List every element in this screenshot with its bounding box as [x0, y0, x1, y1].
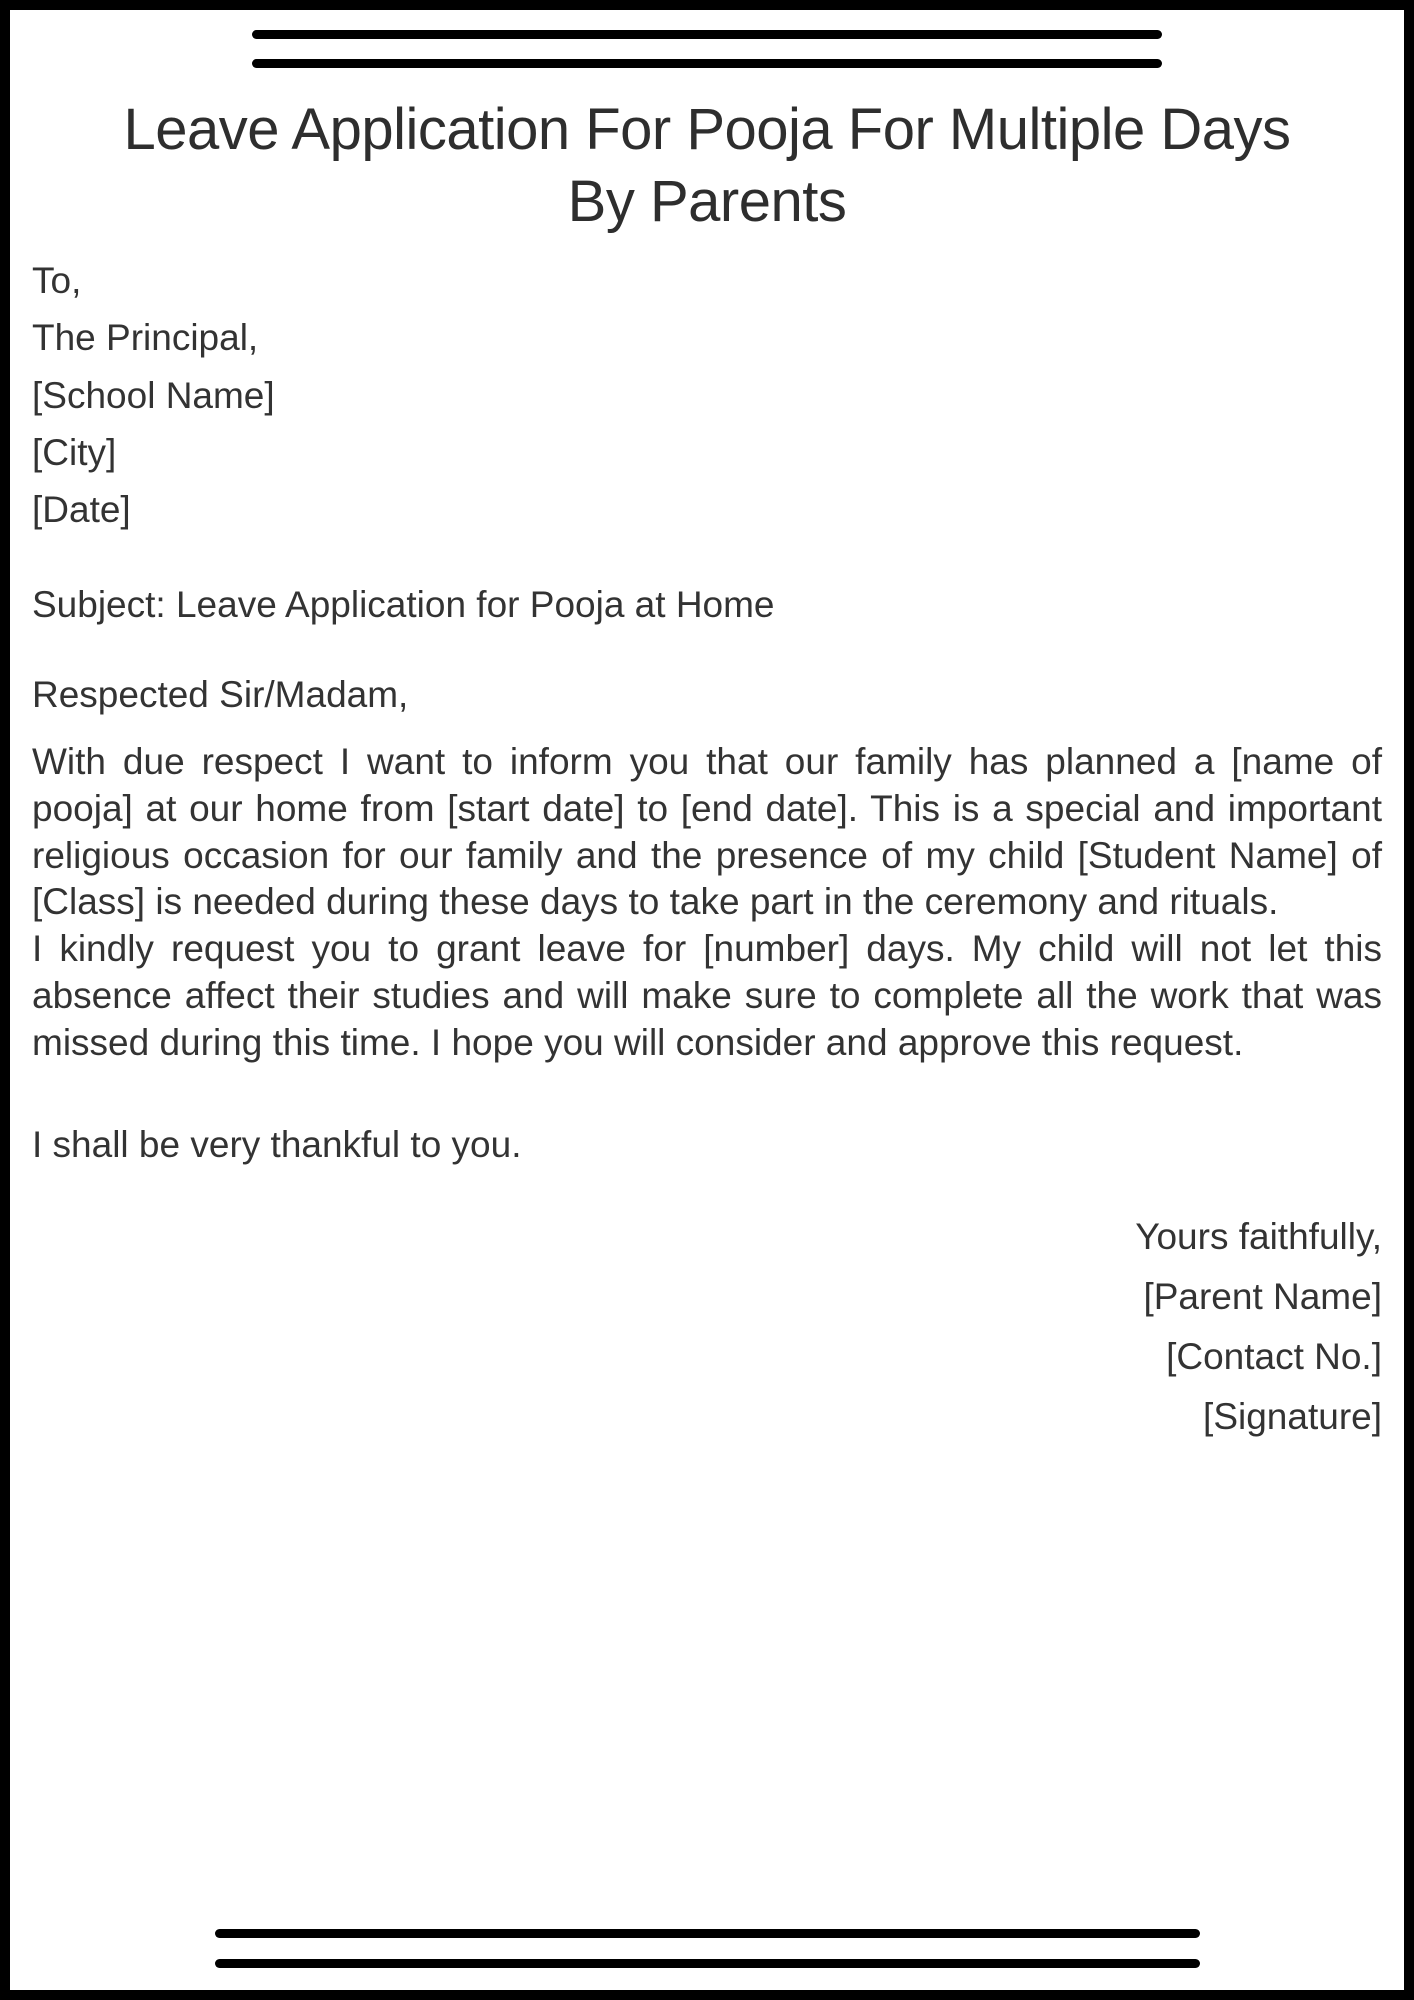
address-line-principal: The Principal, — [32, 317, 259, 359]
closing-yours-faithfully: Yours faithfully, — [1135, 1215, 1382, 1257]
salutation: Respected Sir/Madam, — [32, 674, 409, 716]
body-paragraph-1: With due respect I want to inform you that our family has planned a [name of pooja] at our home from [start date] to [end date]. This is a special and important religious occasion for our family and the presence of my child [Student Name] of [Class] is needed during these days to take part in the ceremony and rituals. — [32, 740, 1382, 923]
top-rule-1 — [252, 30, 1162, 39]
address-line-city: [City] — [32, 431, 117, 473]
bottom-rule-2 — [215, 1959, 1200, 1968]
closing-block — [32, 1207, 1382, 1447]
closing-contact-no: [Contact No.] — [1166, 1335, 1382, 1377]
address-line-to: To, — [32, 259, 82, 301]
body-paragraph-2: I kindly request you to grant leave for [number] days. My child will not let this absence affect their studies and will make sure to complete all the work that was missed during this time. I hope you will consider and approve this request. — [32, 928, 1382, 1064]
spacer-after-address — [32, 539, 1382, 577]
top-rule-group — [32, 10, 1382, 68]
bottom-rules-wrap — [10, 1929, 1404, 1968]
document-inner — [10, 10, 1404, 1990]
top-rule-2 — [252, 59, 1162, 68]
page-title: Leave Application For Pooja For Multiple Days By Parents — [123, 97, 1291, 234]
closing-signature: [Signature] — [1203, 1395, 1382, 1437]
subject-line: Subject: Leave Application for Pooja at Home — [32, 583, 775, 625]
address-line-date: [Date] — [32, 489, 131, 531]
address-block — [32, 252, 1382, 539]
closing-parent-name: [Parent Name] — [1143, 1275, 1382, 1317]
address-line-school: [School Name] — [32, 374, 275, 416]
thanks-line: I shall be very thankful to you. — [32, 1124, 522, 1166]
bottom-rule-group — [10, 1929, 1404, 1968]
bottom-rule-1 — [215, 1929, 1200, 1938]
